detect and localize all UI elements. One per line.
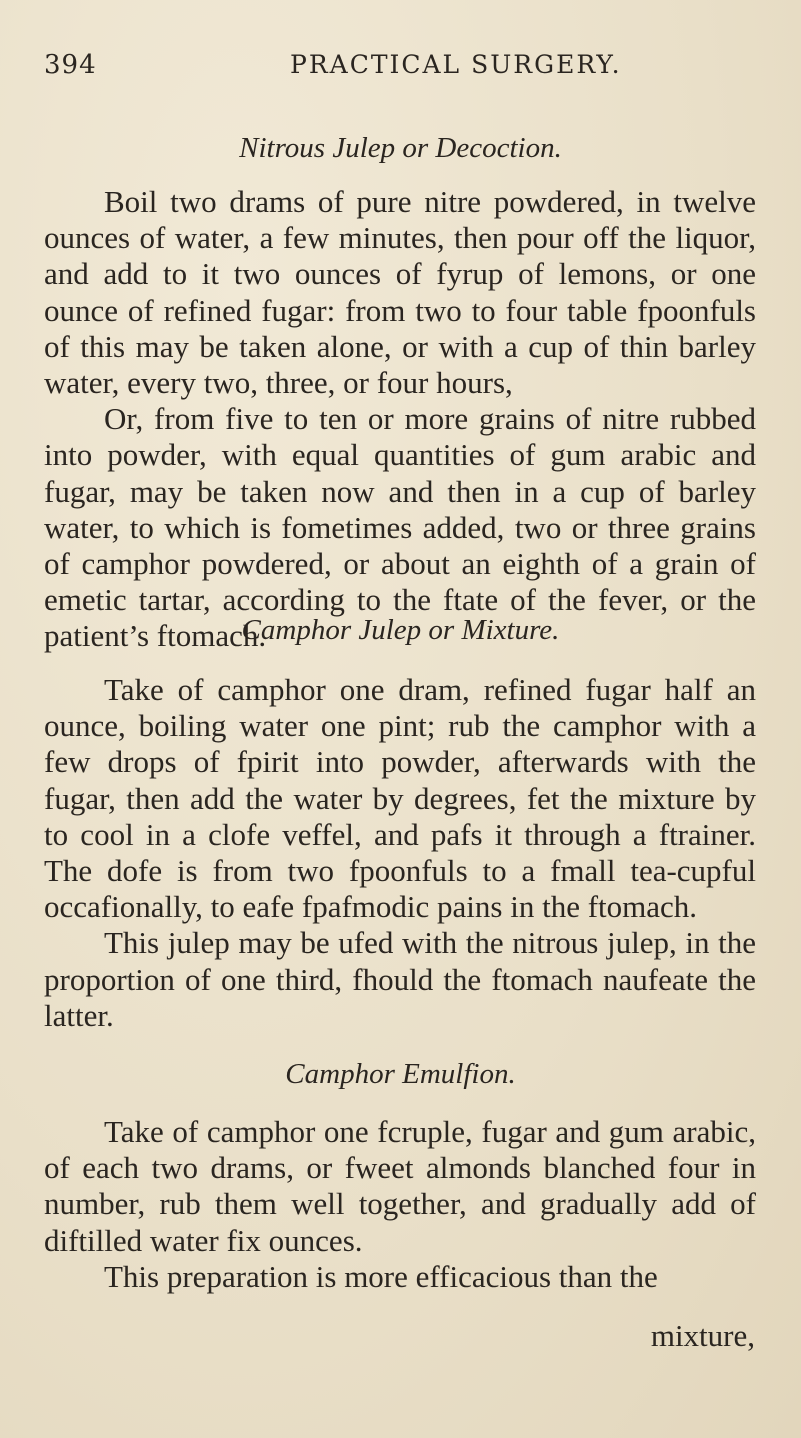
section-heading-camphor-emulsion: Camphor Emulfion. [285, 1058, 516, 1090]
section-body-camphor-julep [44, 672, 756, 1034]
paragraph: Or, from five to ten or more grains of nitre rubbed into powder, with equal quantities of gum arabic and fugar, may be taken now and then in a cup of barley water, to which is fometimes added, two or three grains of camphor powdered, or about an eighth of a grain of emetic tartar, according to the ftate of the fever, or the patient’s ftomach. [44, 401, 756, 654]
page-number: 394 [44, 50, 97, 80]
paragraph: Boil two drams of pure nitre powdered, in twelve ounces of water, a few minutes, then pour off the liquor, and add to it two ounces of fyrup of lemons, or one ounce of refined fugar: from two to four table fpoonfuls of this may be taken alone, or with a cup of thin barley water, every two, three, or four hours, [44, 184, 756, 401]
paragraph: Take of camphor one fcruple, fugar and gum arabic, of each two drams, or fweet almonds blanched four in number, rub them well together, and gradually add of diftilled water fix ounces. [44, 1114, 756, 1258]
paragraph: Take of camphor one dram, refined fugar half an ounce, boiling water one pint; rub the camphor with a few drops of fpirit into powder, afterwards with the fugar, then add the water by degrees, fet the mixture by to cool in a clofe veffel, and pafs it through a ftrainer. The dofe is from two fpoonfuls to a fmall tea-cupful occafionally, to eafe fpafmodic pains in the ftomach. [44, 672, 756, 925]
paragraph: This julep may be ufed with the nitrous julep, in the proportion of one third, fhould the ftomach naufeate the latter. [44, 925, 756, 1033]
section-heading-camphor-julep: Camphor Julep or Mixture. [241, 614, 560, 646]
section-body-camphor-emulsion [44, 1114, 756, 1295]
page-header [44, 50, 761, 86]
catchword: mixture, [650, 1318, 755, 1353]
section-body-nitrous-julep [44, 184, 756, 655]
running-head: PRACTICAL SURGERY. [290, 50, 622, 79]
paragraph: This preparation is more efficacious than the [104, 1258, 658, 1294]
section-heading-nitrous-julep: Nitrous Julep or Decoction. [239, 132, 562, 164]
